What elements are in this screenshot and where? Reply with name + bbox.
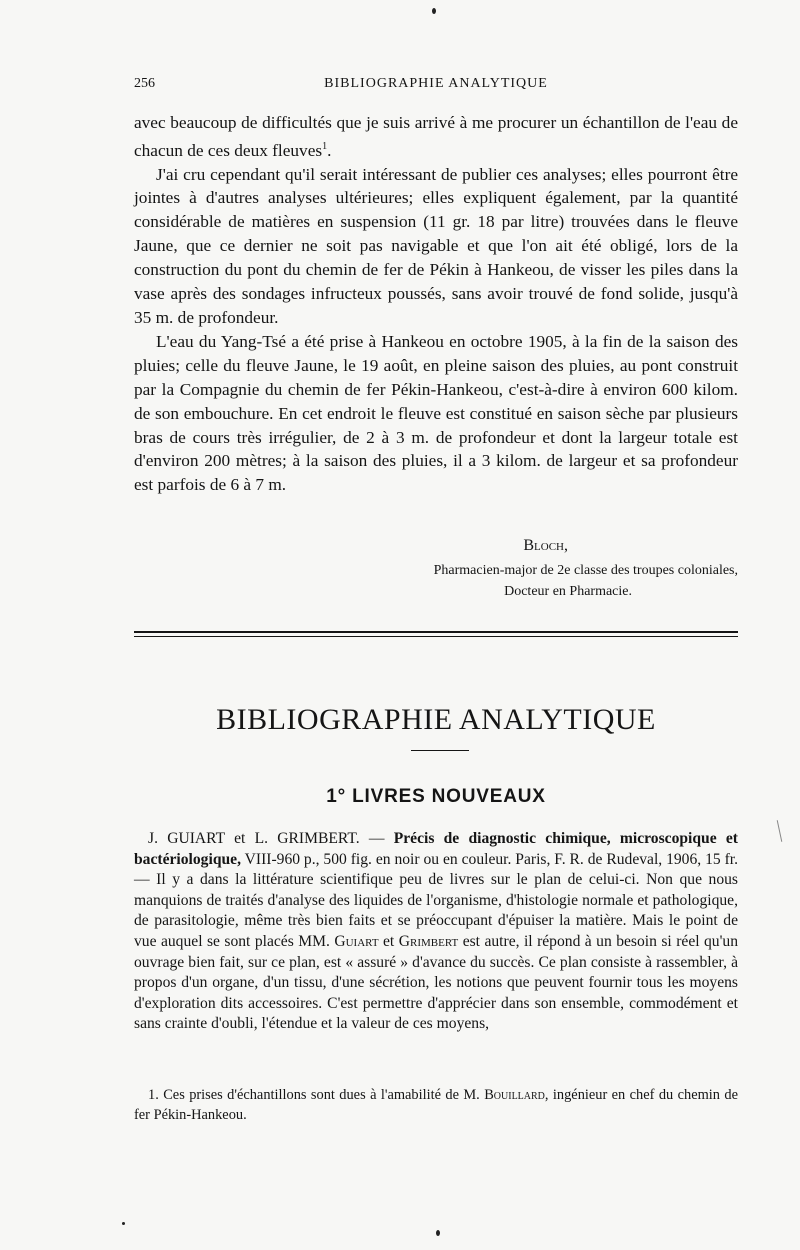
book-review	[134, 829, 738, 1035]
section-divider	[134, 636, 738, 637]
review-text: VIII-960 p., 500 fig. en noir ou en couleur. Paris, F. R. de Rudeval, 1906, 15 fr. — Il y a dans la littérature scientifique peu de livres sur le plan de celui-ci. Non que nous manquions de traités d'analyse des liquides de l'organisme, d'histologie normale et pathologique, de parasitologie, même très bien faits et se préoccupant d'épuiser la matière. Mais le point de vue auquel se sont placés	[134, 850, 738, 950]
section-subtitle: 1° LIVRES NOUVEAUX	[326, 786, 546, 807]
margin-mark	[777, 820, 783, 842]
ink-speck	[432, 8, 436, 14]
review-text: MM.	[298, 932, 330, 950]
page-header	[134, 76, 738, 96]
footnote-number: 1.	[148, 1087, 159, 1103]
footnote-ref: 1	[322, 140, 328, 152]
review-text: est autre, il répond à un besoin si réel qu'un ouvrage bien fait, sur ce plan, est « assuré » d'avance du succès. Ce plan consiste à rassembler, à propos d'un organe, d'un tissu, d'une sécrétion, les notions que peuvent fournir tous les moyens d'exploration dits accessoires. C'est permettre d'apprécier dans son ensemble, commodément et sans crainte d'oubli, l'étendue et la valeur de ces moyens,	[134, 932, 739, 1033]
article-text	[134, 111, 738, 497]
review-text: et	[383, 932, 395, 950]
paragraph: J'ai cru cependant qu'il serait intéressant de publier ces analyses; elles pourront être jointes à d'autres analyses ultérieures; elles expliquent également, par la quantité considérable de matières en suspension (11 gr. 18 par litre) trouvées dans le fleuve Jaune, que ce dernier ne soit pas navigable et que l'on ait été obligé, lors de la construction du pont du chemin de fer de Pékin à Hankeou, de visser les piles dans la vase après des sondages infructeux poussés, sans avoir trouvé de fond solide, jusqu'à 35 m. de profondeur.	[134, 164, 738, 328]
paragraph: avec beaucoup de difficultés que je suis arrivé à me procurer un échantillon de l'eau de chacun de ces deux fleuves$^1$.	[134, 113, 738, 160]
review-authors: J. GUIART et L. GRIMBERT. —	[148, 830, 385, 847]
review-book-title: Précis de diagnostic chimique, microscopique et bactériologique,	[134, 830, 738, 868]
page-number: 256	[134, 76, 155, 91]
footnote	[134, 1085, 738, 1125]
footnote-text: M.	[463, 1087, 480, 1103]
signature-name: Bloch,	[523, 537, 568, 554]
footnote-text: ingénieur en chef du chemin de fer Pékin-Hankeou.	[134, 1087, 738, 1123]
signature-title: Pharmacien-major de 2e classe des troupes coloniales,	[433, 563, 738, 578]
paragraph-text: avec beaucoup de difficultés que je suis arrivé à me procurer un échantillon de l'eau de chacun de ces deux fleuves	[134, 113, 738, 160]
title-underline	[411, 750, 469, 751]
running-title: BIBLIOGRAPHIE ANALYTIQUE	[324, 76, 548, 91]
section-title: BIBLIOGRAPHIE ANALYTIQUE	[216, 703, 656, 736]
author-name: Grimbert	[398, 932, 459, 950]
footnote-text: Ces prises d'échantillons sont dues à l'amabilité de	[163, 1087, 459, 1103]
section-divider	[134, 631, 738, 633]
person-name: Bouillard,	[484, 1087, 549, 1103]
paragraph: L'eau du Yang-Tsé a été prise à Hankeou en octobre 1905, à la fin de la saison des pluies; celle du fleuve Jaune, le 19 août, en pleine saison des pluies, au pont construit par la Compagnie du chemin de fer Pékin-Hankeou, c'est-à-dire à environ 600 kilom. de son embouchure. En cet endroit le fleuve est constitué en saison sèche par plusieurs bras de cours très irrégulier, de 2 à 3 m. de profondeur et dont la largeur totale est d'environ 200 mètres; à la saison des pluies, il a 3 kilom. de largeur et sa profondeur est parfois de 6 à 7 m.	[134, 331, 738, 495]
ink-speck	[122, 1222, 125, 1225]
ink-speck	[436, 1230, 440, 1236]
signature-title: Docteur en Pharmacie.	[504, 584, 632, 599]
author-name: Guiart	[334, 932, 379, 950]
